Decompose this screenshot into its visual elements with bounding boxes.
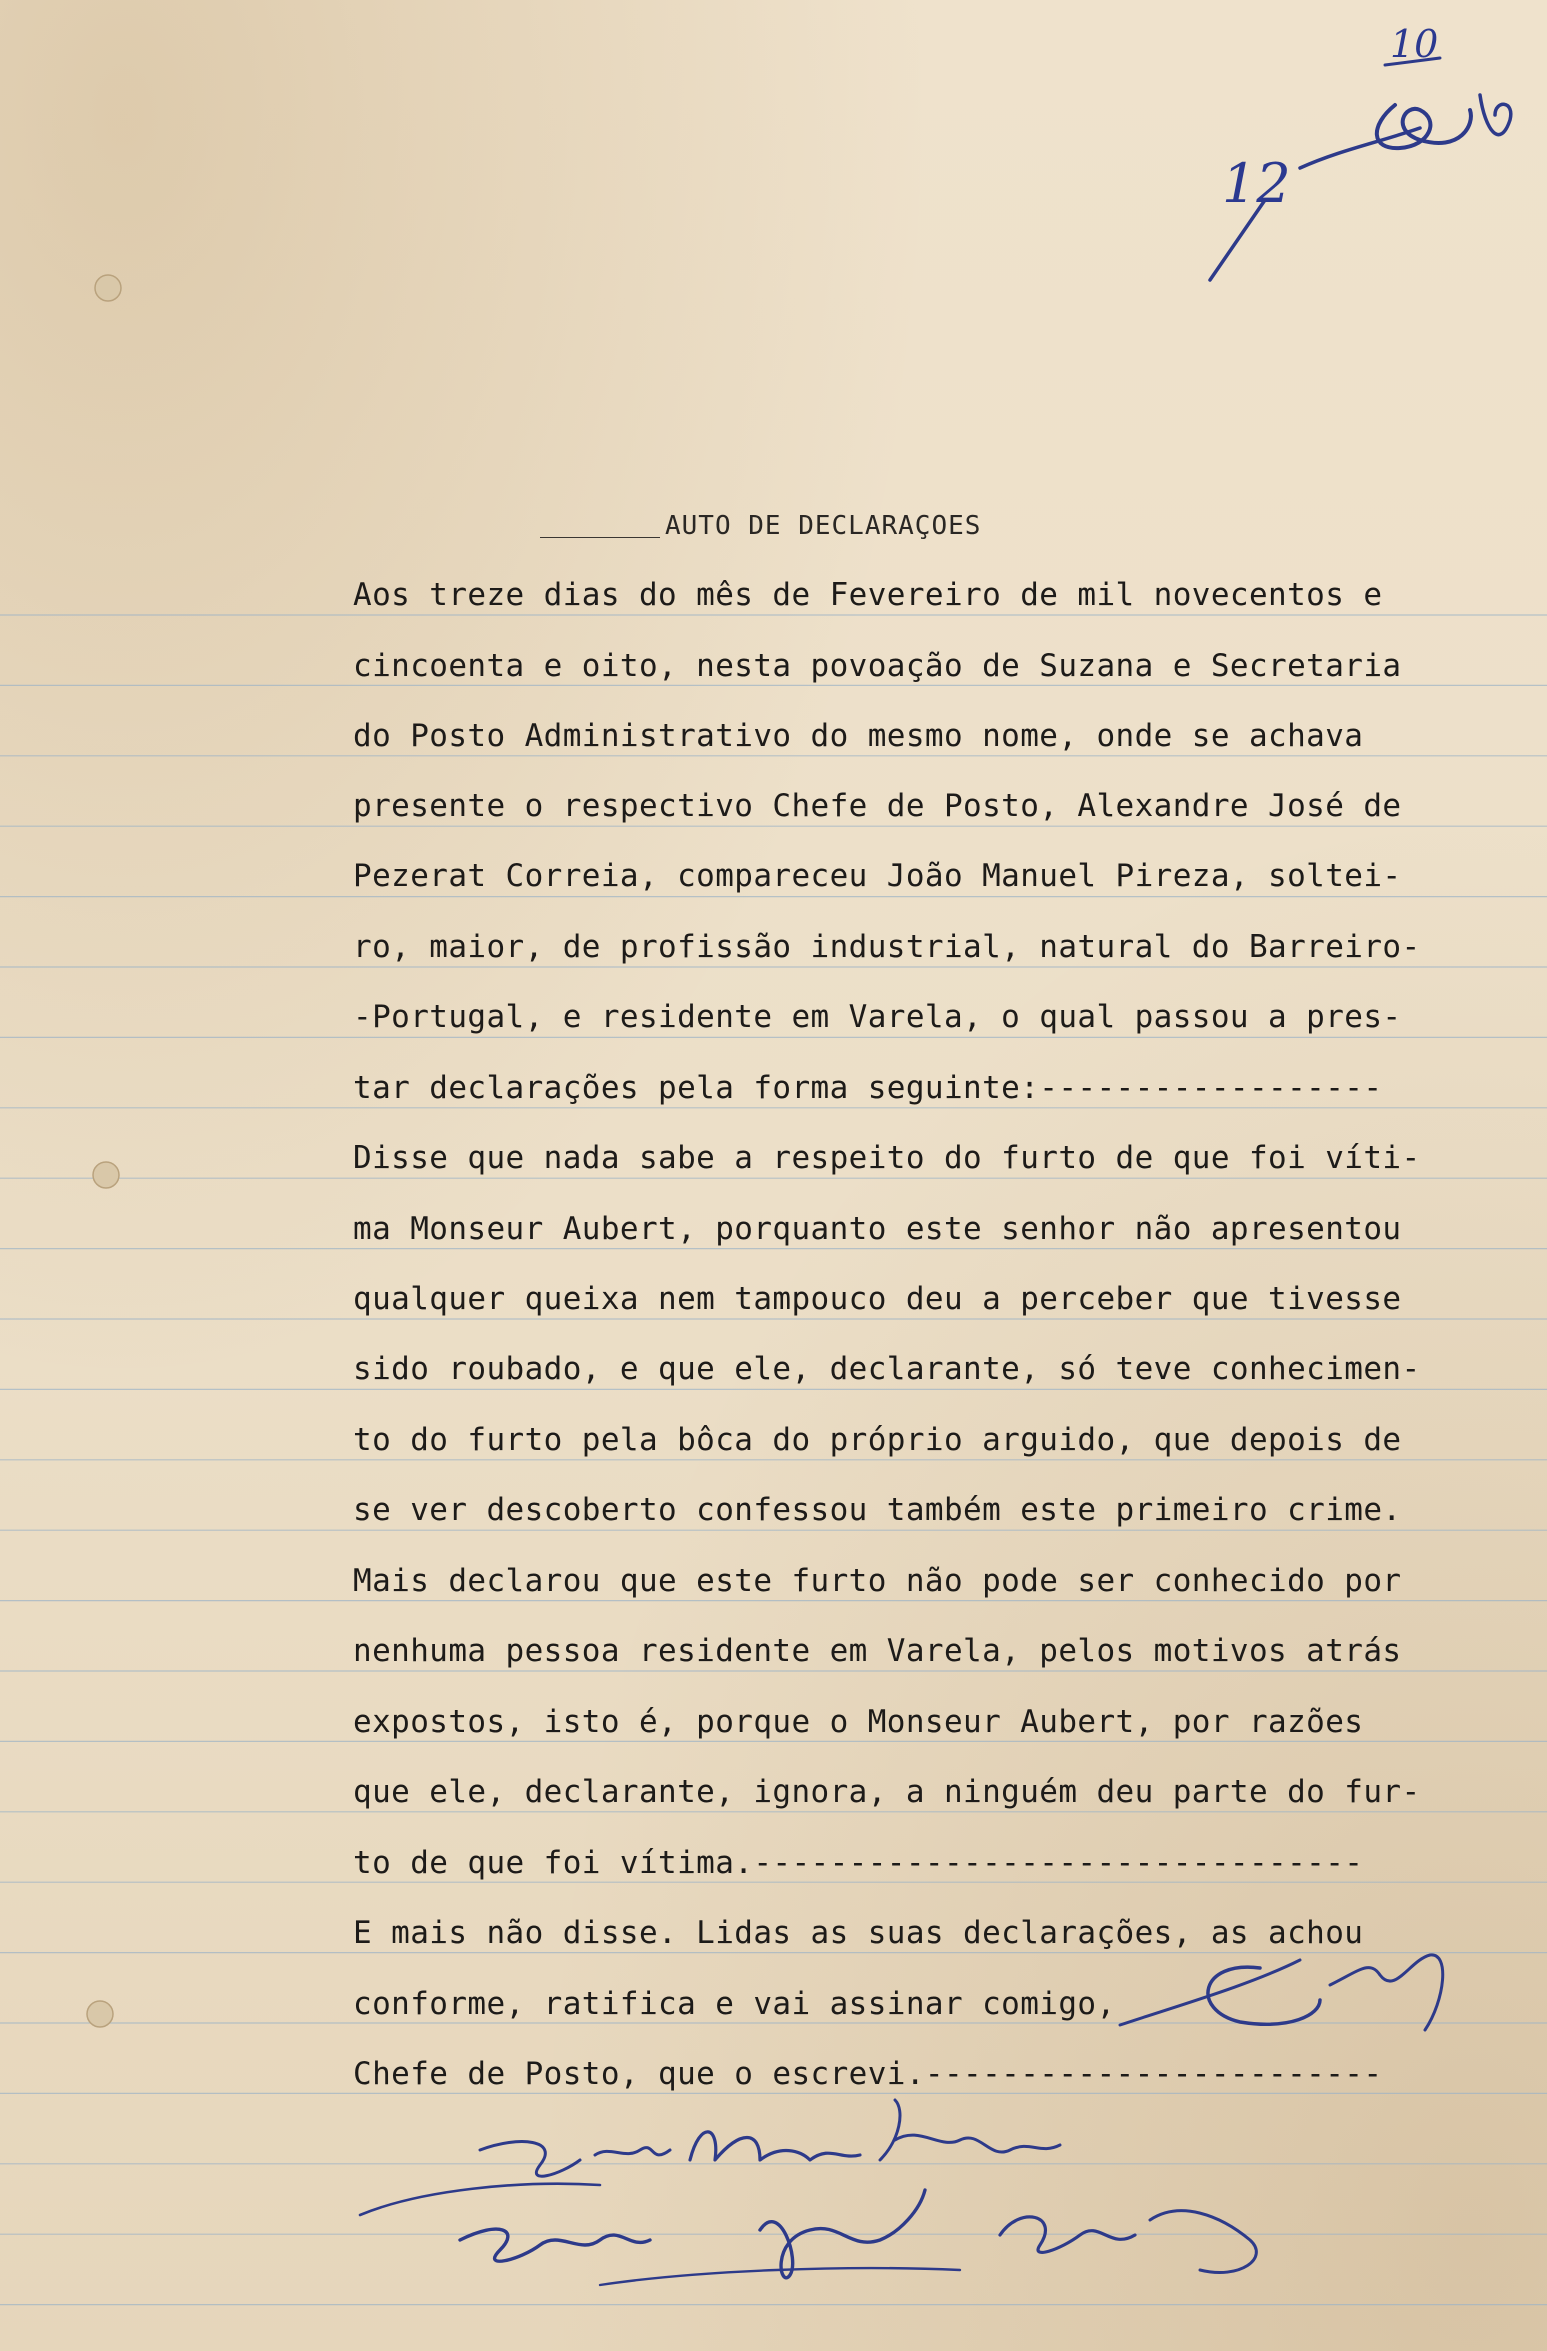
body-line: Chefe de Posto, que o escrevi.------------------------ [353,2056,1383,2092]
body-line: Disse que nada sabe a respeito do furto de que foi víti- [353,1140,1421,1176]
body-line: tar declarações pela forma seguinte:------------------ [353,1070,1383,1106]
document-title: AUTO DE DECLARAÇOES [665,511,982,541]
body-line: ma Monseur Aubert, porquanto este senhor não apresentou [353,1211,1402,1247]
folio-number-left: 12 [1222,152,1291,215]
body-line: Mais declarou que este furto não pode ser conhecido por [353,1563,1402,1599]
body-line: Aos treze dias do mês de Fevereiro de mil novecentos e [353,577,1383,613]
body-line: qualquer queixa nem tampouco deu a perceber que tivesse [353,1281,1402,1317]
body-line: E mais não disse. Lidas as suas declarações, as achou [353,1915,1364,1951]
body-line: se ver descoberto confessou também este primeiro crime. [353,1492,1402,1528]
body-line: sido roubado, e que ele, declarante, só teve conhecimen- [353,1351,1421,1387]
body-line: to do furto pela bôca do próprio arguido, que depois de [353,1422,1402,1458]
body-line: nenhuma pessoa residente em Varela, pelos motivos atrás [353,1633,1402,1669]
body-line: que ele, declarante, ignora, a ninguém deu parte do fur- [353,1774,1421,1810]
body-line: expostos, isto é, porque o Monseur Aubert, por razões [353,1704,1364,1740]
body-line: do Posto Administrativo do mesmo nome, onde se achava [353,718,1364,754]
body-line: presente o respectivo Chefe de Posto, Alexandre José de [353,788,1402,824]
body-line: Pezerat Correia, compareceu João Manuel Pireza, soltei- [353,858,1402,894]
body-line: to de que foi vítima.-------------------------------- [353,1845,1364,1881]
body-line: -Portugal, e residente em Varela, o qual passou a pres- [353,999,1402,1035]
punch-holes [87,275,121,2027]
folio-number-top: 10 [1390,22,1439,66]
body-line: cincoenta e oito, nesta povoação de Suzana e Secretaria [353,648,1402,684]
body-line: ro, maior, de profissão industrial, natural do Barreiro- [353,929,1421,965]
title-underline [540,537,660,538]
body-line: conforme, ratifica e vai assinar comigo, [353,1986,1116,2022]
